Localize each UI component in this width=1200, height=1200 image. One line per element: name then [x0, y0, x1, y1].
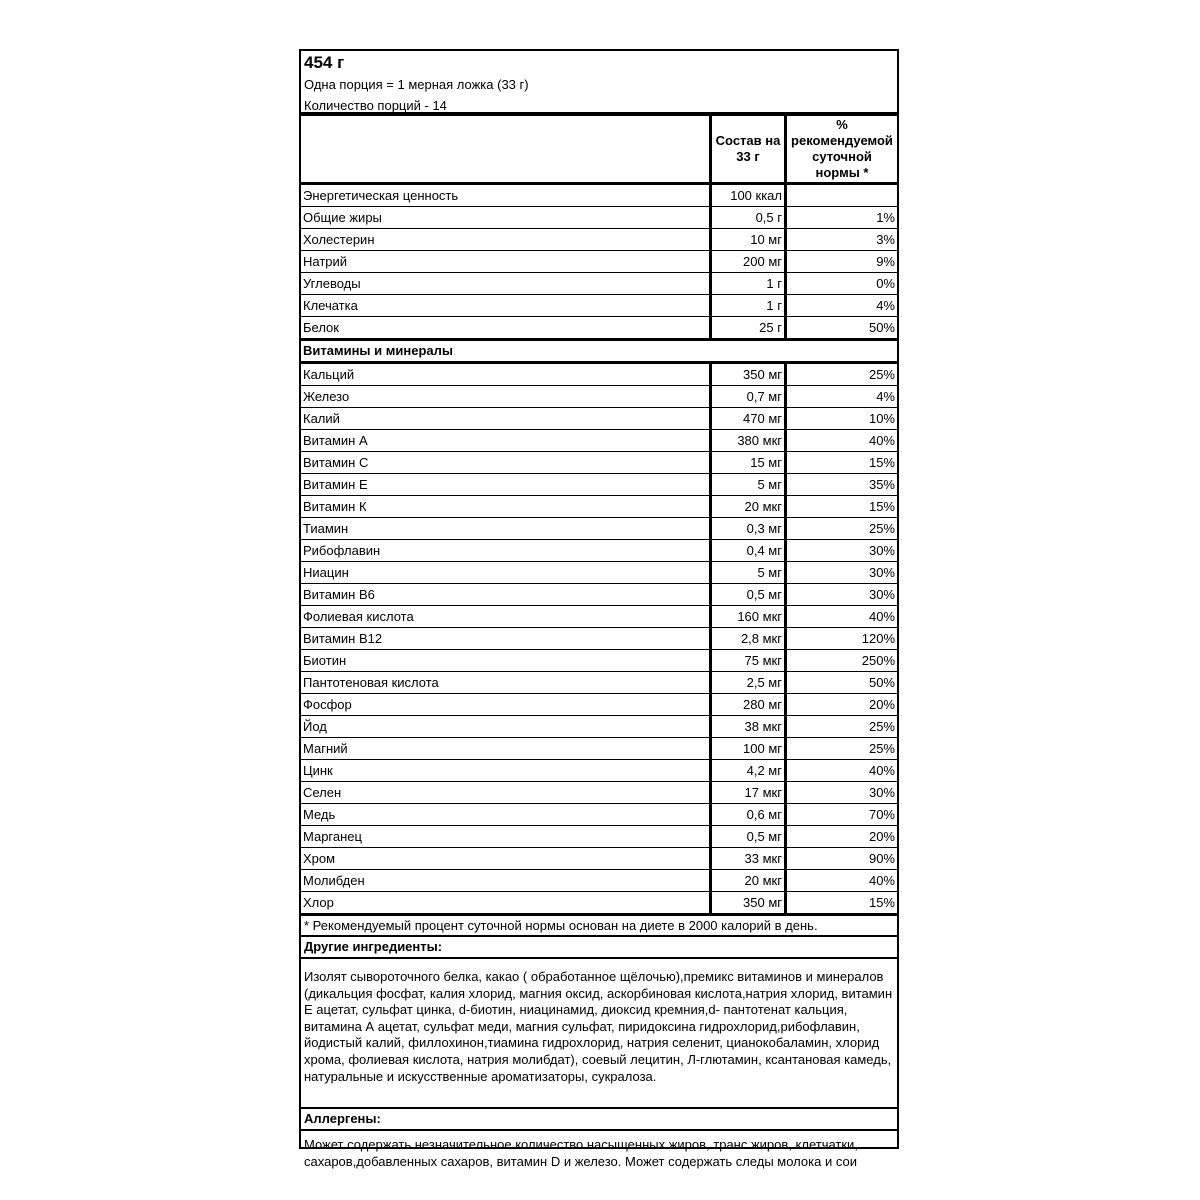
- nutrient-name: Клечатка: [301, 295, 711, 317]
- nutrient-daily-value: 30%: [786, 584, 898, 606]
- nutrient-daily-value: 4%: [786, 386, 898, 408]
- table-row: [301, 540, 897, 562]
- nutrient-amount: 2,8 мкг: [711, 628, 786, 650]
- nutrient-amount: 0,6 мг: [711, 804, 786, 826]
- nutrient-amount: 0,7 мг: [711, 386, 786, 408]
- table-row: [301, 584, 897, 606]
- nutrient-daily-value: 40%: [786, 606, 898, 628]
- nutrient-amount: 4,2 мг: [711, 760, 786, 782]
- table-row: [301, 229, 897, 251]
- nutrient-amount: 160 мкг: [711, 606, 786, 628]
- table-row: [301, 496, 897, 518]
- nutrient-amount: 5 мг: [711, 474, 786, 496]
- nutrition-table: [301, 116, 897, 914]
- nutrient-daily-value: 4%: [786, 295, 898, 317]
- nutrient-amount: 350 мг: [711, 363, 786, 386]
- nutrient-name: Витамин К: [301, 496, 711, 518]
- nutrient-daily-value: 1%: [786, 207, 898, 229]
- nutrient-daily-value: 40%: [786, 760, 898, 782]
- table-row: [301, 760, 897, 782]
- nutrient-amount: 470 мг: [711, 408, 786, 430]
- nutrient-name: Цинк: [301, 760, 711, 782]
- nutrient-amount: 0,5 мг: [711, 584, 786, 606]
- nutrient-amount: 17 мкг: [711, 782, 786, 804]
- nutrient-amount: 350 мг: [711, 892, 786, 914]
- nutrient-name: Общие жиры: [301, 207, 711, 229]
- table-row: [301, 386, 897, 408]
- nutrient-name: Натрий: [301, 251, 711, 273]
- column-header-daily-value: % рекомендуемой суточной нормы *: [786, 116, 898, 184]
- nutrient-name: Селен: [301, 782, 711, 804]
- nutrient-daily-value: 15%: [786, 496, 898, 518]
- table-row: [301, 870, 897, 892]
- nutrient-amount: 5 мг: [711, 562, 786, 584]
- table-row: [301, 317, 897, 340]
- table-row: [301, 782, 897, 804]
- nutrient-daily-value: 25%: [786, 716, 898, 738]
- nutrient-name: Витамин А: [301, 430, 711, 452]
- nutrient-name: Фосфор: [301, 694, 711, 716]
- table-row: [301, 184, 897, 207]
- nutrient-amount: 0,5 г: [711, 207, 786, 229]
- table-row: [301, 628, 897, 650]
- nutrient-daily-value: 15%: [786, 452, 898, 474]
- nutrient-amount: 10 мг: [711, 229, 786, 251]
- nutrient-name: Витамин В6: [301, 584, 711, 606]
- nutrient-daily-value: 50%: [786, 672, 898, 694]
- nutrient-amount: 20 мкг: [711, 870, 786, 892]
- nutrient-daily-value: 15%: [786, 892, 898, 914]
- nutrient-name: Ниацин: [301, 562, 711, 584]
- nutrient-amount: 200 мг: [711, 251, 786, 273]
- nutrient-name: Холестерин: [301, 229, 711, 251]
- nutrient-amount: 38 мкг: [711, 716, 786, 738]
- nutrient-name: Витамин С: [301, 452, 711, 474]
- table-row: [301, 804, 897, 826]
- table-row: [301, 295, 897, 317]
- vitamins-heading: Витамины и минералы: [301, 340, 897, 363]
- nutrient-name: Энергетическая ценность: [301, 184, 711, 207]
- allergens-heading: Аллергены:: [301, 1107, 897, 1129]
- nutrient-daily-value: 40%: [786, 430, 898, 452]
- nutrient-daily-value: [786, 184, 898, 207]
- nutrient-amount: 2,5 мг: [711, 672, 786, 694]
- nutrient-daily-value: 70%: [786, 804, 898, 826]
- table-row: [301, 430, 897, 452]
- nutrient-daily-value: 10%: [786, 408, 898, 430]
- nutrient-daily-value: 9%: [786, 251, 898, 273]
- nutrient-amount: 75 мкг: [711, 650, 786, 672]
- nutrient-daily-value: 90%: [786, 848, 898, 870]
- column-header-name: [301, 116, 711, 184]
- nutrient-daily-value: 20%: [786, 694, 898, 716]
- nutrient-name: Пантотеновая кислота: [301, 672, 711, 694]
- nutrient-daily-value: 120%: [786, 628, 898, 650]
- table-row: [301, 672, 897, 694]
- nutrient-amount: 1 г: [711, 273, 786, 295]
- nutrient-amount: 0,5 мг: [711, 826, 786, 848]
- nutrient-name: Витамин В12: [301, 628, 711, 650]
- nutrient-daily-value: 3%: [786, 229, 898, 251]
- nutrient-daily-value: 30%: [786, 782, 898, 804]
- table-row: [301, 826, 897, 848]
- table-row: [301, 207, 897, 229]
- nutrient-name: Кальций: [301, 363, 711, 386]
- column-header-amount: Состав на 33 г: [711, 116, 786, 184]
- nutrient-name: Витамин Е: [301, 474, 711, 496]
- column-header-row: [301, 116, 897, 184]
- serving-size: Одна порция = 1 мерная ложка (33 г): [304, 77, 529, 92]
- nutrient-amount: 100 ккал: [711, 184, 786, 207]
- nutrient-daily-value: 50%: [868, 319, 895, 335]
- nutrient-daily-value: 35%: [786, 474, 898, 496]
- nutrient-daily-value: 40%: [786, 870, 898, 892]
- nutrient-amount: 0,3 мг: [711, 518, 786, 540]
- nutrient-name: Биотин: [301, 650, 711, 672]
- nutrient-amount: 280 мг: [711, 694, 786, 716]
- table-row: [301, 694, 897, 716]
- nutrient-amount: 20 мкг: [711, 496, 786, 518]
- nutrient-daily-value: 20%: [786, 826, 898, 848]
- nutrient-amount: 0,4 мг: [711, 540, 786, 562]
- ingredients-heading: Другие ингредиенты:: [301, 935, 897, 957]
- table-row: [301, 474, 897, 496]
- nutrient-name: Белок: [301, 317, 711, 340]
- nutrient-daily-value: 25%: [786, 363, 898, 386]
- nutrient-daily-value: 30%: [786, 562, 898, 584]
- nutrient-amount: 15 мг: [711, 452, 786, 474]
- table-row: [301, 716, 897, 738]
- nutrient-daily-value: 25%: [786, 738, 898, 760]
- nutrient-name: Калий: [301, 408, 711, 430]
- nutrient-amount: 33 мкг: [711, 848, 786, 870]
- package-weight: 454 г: [304, 53, 345, 72]
- label-header: [301, 51, 897, 116]
- nutrient-daily-value: 30%: [786, 540, 898, 562]
- nutrient-amount: 380 мкг: [711, 430, 786, 452]
- table-row: [301, 562, 897, 584]
- nutrient-name: Молибден: [301, 870, 711, 892]
- nutrient-amount: 1 г: [711, 295, 786, 317]
- table-row: [301, 273, 897, 295]
- table-row: [301, 848, 897, 870]
- allergens-text: Может содержать незначительное количество насыщенных жиров, транс жиров, клетчатки, сахаров,добавленных сахаров, витамин D и железо. Может содержать следы молока и сои: [301, 1129, 897, 1174]
- nutrient-name: Хлор: [301, 892, 711, 914]
- table-row: [301, 251, 897, 273]
- nutrient-name: Фолиевая кислота: [301, 606, 711, 628]
- vitamins-section-row: [301, 340, 897, 363]
- nutrient-daily-value: 25%: [786, 518, 898, 540]
- table-row: [301, 650, 897, 672]
- nutrient-name: Йод: [301, 716, 711, 738]
- nutrient-name: Магний: [301, 738, 711, 760]
- servings-count: Количество порций - 14: [304, 98, 447, 113]
- table-row: [301, 518, 897, 540]
- table-row: [301, 606, 897, 628]
- nutrient-amount: 25 г: [711, 317, 786, 340]
- table-row: [301, 408, 897, 430]
- nutrient-name: Медь: [301, 804, 711, 826]
- nutrient-name: Хром: [301, 848, 711, 870]
- nutrient-daily-value: 0%: [786, 273, 898, 295]
- nutrient-name: Железо: [301, 386, 711, 408]
- table-row: [301, 363, 897, 386]
- table-row: [301, 738, 897, 760]
- nutrient-name: Рибофлавин: [301, 540, 711, 562]
- nutrient-daily-value: 250%: [786, 650, 898, 672]
- table-row: [301, 892, 897, 914]
- nutrient-amount: 100 мг: [711, 738, 786, 760]
- nutrient-name: Марганец: [301, 826, 711, 848]
- nutrient-name: Тиамин: [301, 518, 711, 540]
- nutrient-name: Углеводы: [301, 273, 711, 295]
- table-row: [301, 452, 897, 474]
- ingredients-text: Изолят сывороточного белка, какао ( обработанное щёлочью),премикс витаминов и минералов (дикальция фосфат, калия хлорид, магния оксид, аскорбиновая кислота,натрия хлорид, витамин Е ацетат, сульфат цинка, d-биотин, ниацинамид, диоксид кремния,d- пантотенат кальция, витамина А ацетат, сульфат меди, магния сульфат, пиридоксина гидрохлорид,рибофлавин, йодистый калий, филлохинон,тиамина гидрохлорид, натрия селенит, цианокобаламин, хлорид хрома, фолиевая кислота, натрия молибдат), соевый лецитин, Л-глютамин, ксантановая камедь, натуральные и искусственные ароматизаторы, сукралоза.: [301, 957, 897, 1107]
- daily-value-footnote: * Рекомендуемый процент суточной нормы основан на диете в 2000 калорий в день.: [301, 914, 897, 935]
- nutrition-label: [299, 49, 899, 1169]
